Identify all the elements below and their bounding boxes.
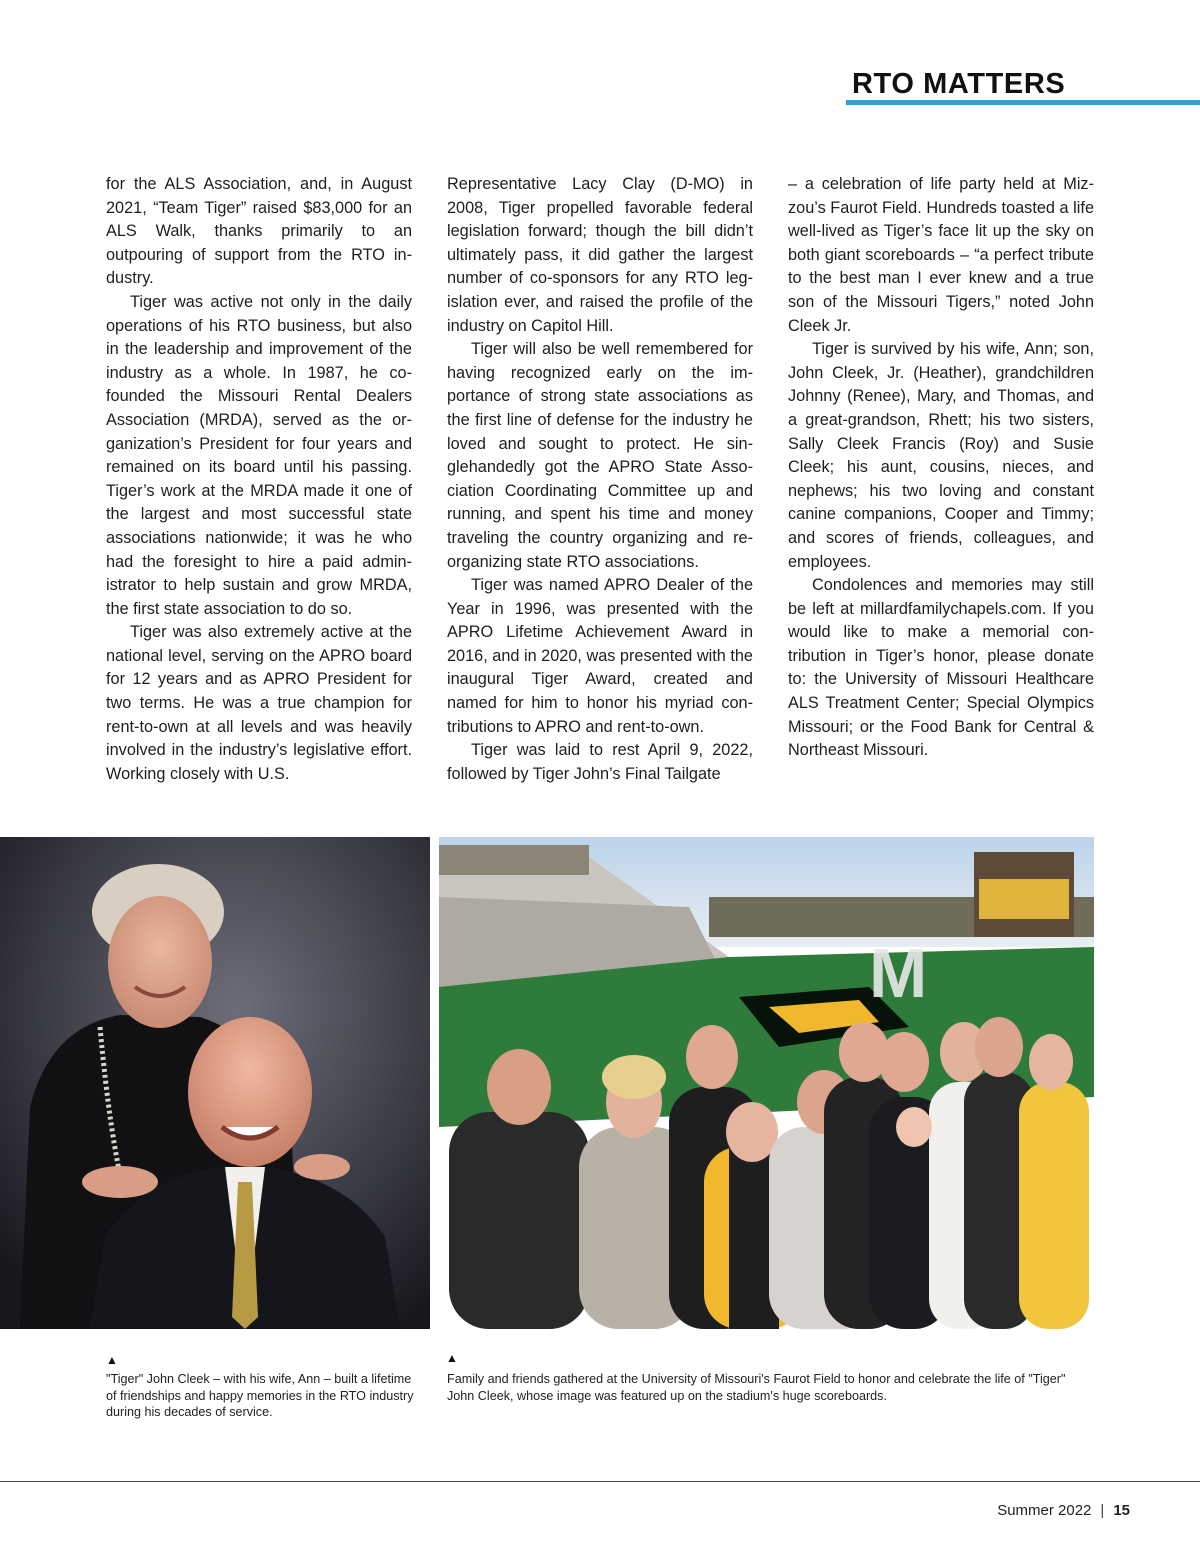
field-letter: M <box>869 934 928 1012</box>
section-title-rule <box>846 100 1200 105</box>
stadium-illustration <box>439 837 1094 1329</box>
text-column-3 <box>788 173 1094 763</box>
page-number: 15 <box>1113 1502 1130 1519</box>
paragraph: Tiger will also be well remembered for having recognized early on the importance of strong state associations as the first line of defense for the industry he loved and sought to protect. He singlehandedly got the APRO State Association Coordinating Committee up and running, and spent his time and money traveling the country organizing and re-organizing state RTO associations. <box>447 340 753 571</box>
paragraph: Condolences and memories may still be left at millardfamilychapels.com. If you would like to make a memorial contribution in Tiger’s honor, please donate to: the University of Missouri Healthcare ALS Treatment Center; Special Olympics Missouri; or the Food Bank for Central & Northeast Missouri. <box>788 576 1094 760</box>
paragraph: Tiger was named APRO Dealer of the Year in 1996, was presented with the APRO Lifetime Achievement Award in 2016, and in 2020, was presented with the inaugural Tiger Award, created and named for him to honor his myriad contributions to APRO and rent-to-own. <box>447 576 753 736</box>
caption-arrow-icon: ▲ <box>106 1353 118 1367</box>
footer-rule <box>0 1481 1200 1482</box>
issue-label: Summer 2022 <box>997 1502 1092 1519</box>
paragraph: – a celebration of life party held at Mizzou’s Faurot Field. Hundreds toasted a life well-lived as Tiger’s face lit up the sky on both giant scoreboards – “a perfect tribute to the best man I ever knew and a true son of the Missouri Tigers,” noted John Cleek Jr. <box>788 175 1094 335</box>
paragraph: Tiger is survived by his wife, Ann; son, John Cleek, Jr. (Heather), grandchildren Johnny (Renee), Mary, and Thomas, and a great-grandson, Rhett; his two sisters, Sally Cleek Francis (Roy) and Susie Cleek; his aunt, cousins, nieces, and nephews; his two loving and constant canine companions, Cooper and Timmy; and scores of friends, colleagues, and employees. <box>788 340 1094 571</box>
stadium-group-photo <box>439 837 1094 1329</box>
text-column-1 <box>106 173 412 786</box>
couple-portrait-photo <box>0 837 430 1329</box>
text-column-2 <box>447 173 753 786</box>
paragraph: Tiger was also extremely active at the national level, serving on the APRO board for 12 years and as APRO President for two terms. He was a true champion for rent-to-own at all levels and was heavily involved in the industry’s legislative effort. Working closely with U.S. <box>106 623 412 783</box>
portrait-illustration <box>0 837 430 1329</box>
section-title: RTO MATTERS <box>852 68 1066 100</box>
stadium-caption: Family and friends gathered at the University of Missouri's Faurot Field to honor and celebrate the life of "Tiger" John Cleek, whose image was featured up on the stadium's huge scoreboards. <box>447 1372 1066 1403</box>
page-footer <box>997 1502 1130 1519</box>
portrait-caption: "Tiger" John Cleek – with his wife, Ann – built a lifetime of friendships and happy memories in the RTO industry during his decades of service. <box>106 1372 414 1419</box>
footer-separator: | <box>1100 1502 1105 1519</box>
caption-arrow-icon: ▲ <box>446 1351 458 1365</box>
paragraph: for the ALS Association, and, in August 2021, “Team Tiger” raised $83,000 for an ALS Walk, thanks primarily to an outpouring of support from the RTO industry. <box>106 175 412 288</box>
paragraph: Tiger was laid to rest April 9, 2022, followed by Tiger John’s Final Tailgate <box>447 741 753 783</box>
paragraph: Representative Lacy Clay (D-MO) in 2008, Tiger propelled favorable federal legislation forward; though the bill didn’t ultimately pass, it did gather the largest number of co-sponsors for any RTO legislation ever, and raised the profile of the industry on Capitol Hill. <box>447 175 753 335</box>
paragraph: Tiger was active not only in the daily operations of his RTO business, but also in the leadership and improvement of the industry as a whole. In 1987, he co-founded the Missouri Rental Dealers Association (MRDA), served as the organization’s President for four years and remained on its board until his passing. Tiger’s work at the MRDA made it one of the largest and most successful state associations nationwide; it was he who had the foresight to hire a paid administrator to help sustain and grow MRDA, the first state association to do so. <box>106 292 412 618</box>
